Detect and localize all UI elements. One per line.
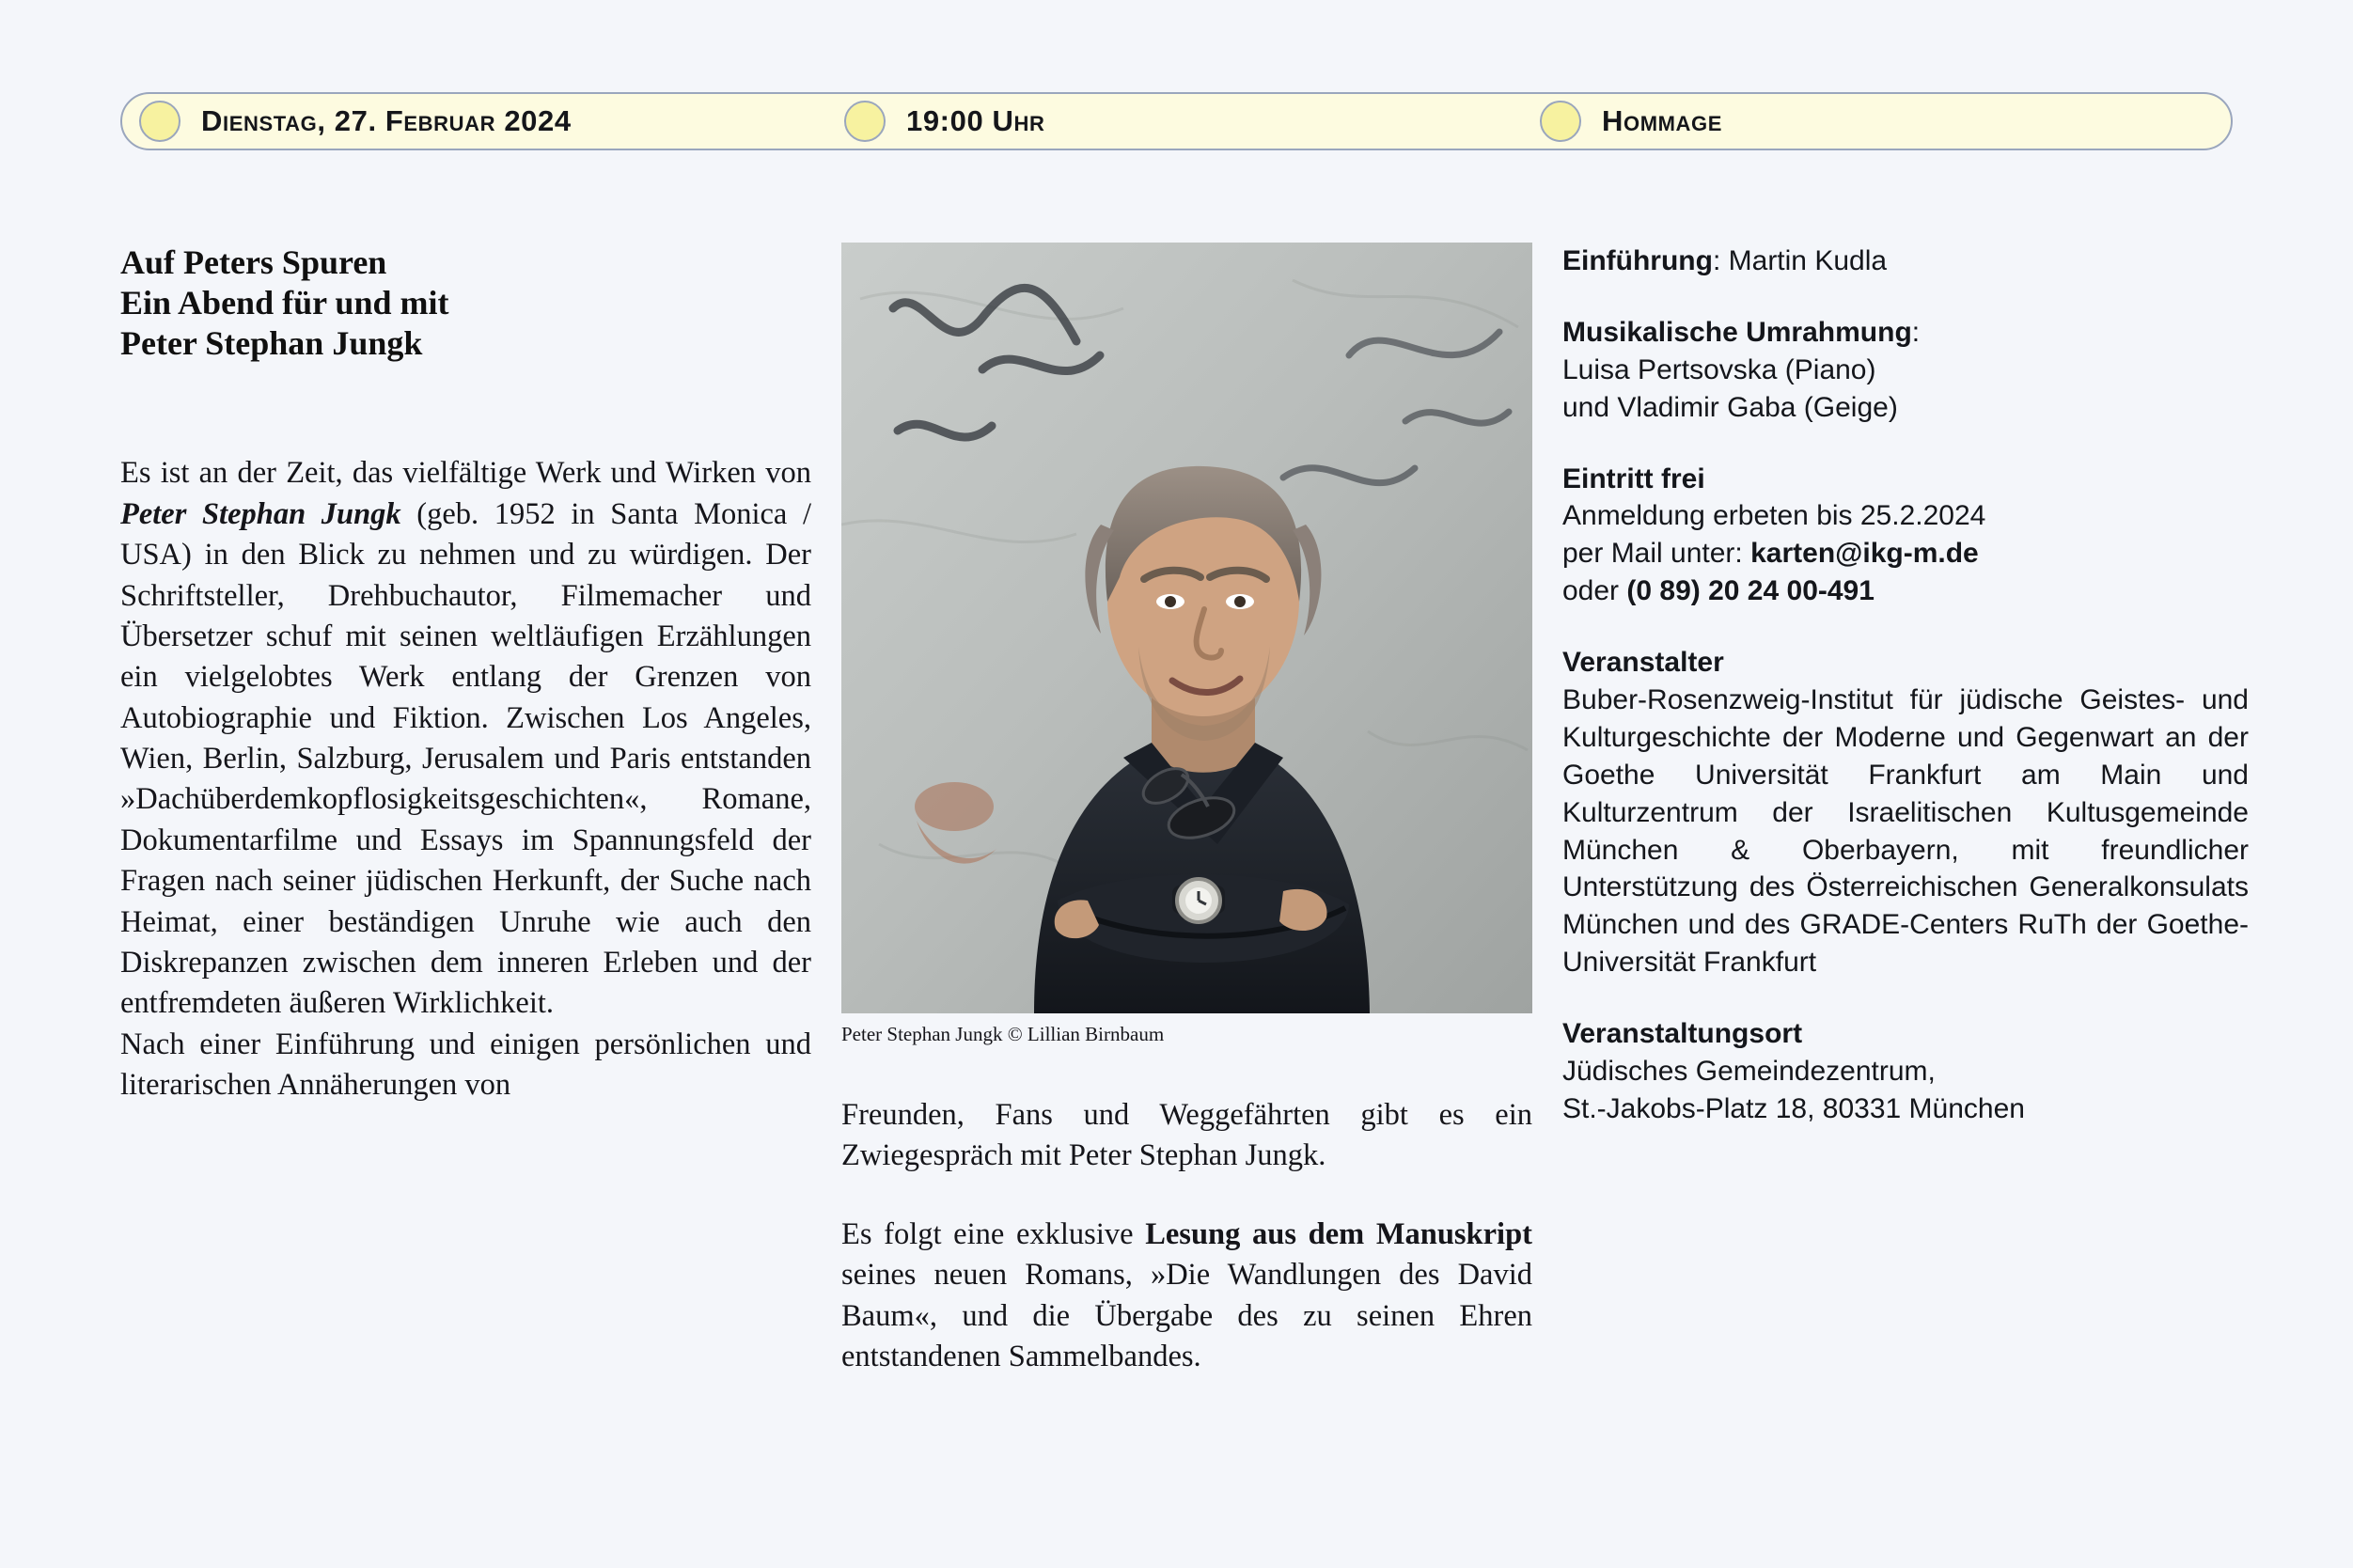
venue-label: Veranstaltungsort bbox=[1562, 1018, 1803, 1050]
organizer-block bbox=[1562, 644, 2249, 981]
admission-email[interactable]: karten@ikg-m.de bbox=[1750, 538, 1979, 570]
admission-phone[interactable]: (0 89) 20 24 00-491 bbox=[1626, 575, 1875, 607]
introduction-block bbox=[1562, 243, 2249, 280]
middle-column bbox=[841, 243, 1532, 1377]
middle-paragraph-2-part-2: seines neuen Romans, »Die Wandlungen des David Baum«, und die Übergabe des zu seinen Ehren entstandenen Sammelbandes. bbox=[841, 1258, 1532, 1373]
venue-block bbox=[1562, 1015, 2249, 1128]
middle-paragraph-1: Freunden, Fans und Weggefährten gibt es ein Zwiegespräch mit Peter Stephan Jungk. bbox=[841, 1098, 1532, 1173]
admission-block bbox=[1562, 461, 2249, 611]
author-name-emphasis: Peter Stephan Jungk bbox=[120, 496, 401, 531]
reading-emphasis: Lesung aus dem Manuskript bbox=[1145, 1216, 1532, 1251]
admission-phone-prefix: oder bbox=[1562, 575, 1627, 607]
venue-line-2: St.-Jakobs-Platz 18, 80331 München bbox=[1562, 1092, 2025, 1124]
music-label: Musikalische Umrahmung bbox=[1562, 316, 1912, 348]
left-paragraph-1-part-1: Es ist an der Zeit, das vielfältige Werk und Wirken von bbox=[120, 456, 811, 491]
venue-line-1: Jüdisches Gemeindezentrum, bbox=[1562, 1056, 1936, 1088]
header-date-segment bbox=[139, 94, 572, 149]
admission-phone-line bbox=[1562, 572, 2249, 610]
admission-label: Eintritt frei bbox=[1562, 463, 1705, 494]
left-paragraph-1-part-2: (geb. 1952 in Santa Monica / USA) in den Blick zu nehmen und zu würdigen. Der Schriftsteller, Drehbuchautor, Filmemacher und Übersetzer schuf mit seinen weltläufigen Erzählungen ein vielgelobtes Werk entlang der Grenzen von Autobiographie und Fiktion. Zwischen Los Angeles, Wien, Berlin, Salzburg, Jerusalem und Paris entstanden »Dachüberdemkopflosigkeitsgeschichten«, Romane, Dokumentarfilme und Essays im Spannungsfeld der Fragen nach seiner jüdischen Herkunft, der Suche nach Heimat, einer beständigen Unruhe wie auch den Diskrepanzen zwischen dem inneren Erleben und der entfremdeten äußeren Wirklichkeit. bbox=[120, 496, 811, 1021]
bullet-dot-icon bbox=[1540, 101, 1581, 142]
music-label-colon: : bbox=[1911, 316, 1921, 348]
header-category-text: Hommage bbox=[1602, 104, 1723, 137]
header-time-segment bbox=[844, 94, 1044, 149]
event-header-bar bbox=[120, 92, 2233, 150]
header-category-segment bbox=[1540, 94, 1722, 149]
middle-paragraph-2-part-1: Es folgt eine exklusive bbox=[841, 1216, 1146, 1251]
organizer-label: Veranstalter bbox=[1562, 647, 1724, 679]
admission-mail-prefix: per Mail unter: bbox=[1562, 538, 1751, 570]
portrait-photo-graphic bbox=[841, 243, 1532, 1013]
middle-body-text bbox=[841, 1095, 1532, 1377]
left-paragraph-2: Nach einer Einführung und einigen persönlichen und literarischen Annäherungen von bbox=[120, 1027, 811, 1103]
middle-paragraph-2 bbox=[841, 1215, 1532, 1378]
event-title-line-3: Peter Stephan Jungk bbox=[120, 323, 423, 362]
header-time-text: 19:00 Uhr bbox=[906, 104, 1045, 137]
admission-mail-line bbox=[1562, 535, 2249, 572]
music-block bbox=[1562, 314, 2249, 427]
bullet-dot-icon bbox=[844, 101, 886, 142]
music-performer-2: und Vladimir Gaba (Geige) bbox=[1562, 391, 1898, 423]
bullet-dot-icon bbox=[139, 101, 180, 142]
left-body-text bbox=[120, 453, 811, 1105]
introduction-label: Einführung bbox=[1562, 245, 1713, 276]
portrait-photo bbox=[841, 243, 1532, 1013]
left-column bbox=[120, 243, 811, 1105]
admission-registration: Anmeldung erbeten bis 25.2.2024 bbox=[1562, 500, 1986, 532]
music-performer-1: Luisa Pertsovska (Piano) bbox=[1562, 353, 1876, 385]
right-column bbox=[1562, 243, 2249, 1128]
photo-caption: Peter Stephan Jungk © Lillian Birnbaum bbox=[841, 1023, 1165, 1045]
header-date-text: Dienstag, 27. Februar 2024 bbox=[201, 104, 572, 137]
event-title bbox=[120, 243, 811, 363]
left-paragraph-1 bbox=[120, 453, 811, 1024]
introduction-value: : Martin Kudla bbox=[1712, 245, 1888, 276]
event-title-line-2: Ein Abend für und mit bbox=[120, 283, 449, 321]
event-title-line-1: Auf Peters Spuren bbox=[120, 243, 387, 281]
organizer-text: Buber-Rosenzweig-Institut für jüdische Geistes- und Kulturgeschichte der Moderne und Gegenwart an der Goethe Universität Frankfurt am Main und Kulturzentrum der Israelitischen Kultusgemeinde München & Oberbayern, mit freundlicher Unterstützung des Österreichischen Generalkonsulats München und des GRADE-Centers RuTh der Goethe-Universität Frankfurt bbox=[1562, 684, 2249, 979]
